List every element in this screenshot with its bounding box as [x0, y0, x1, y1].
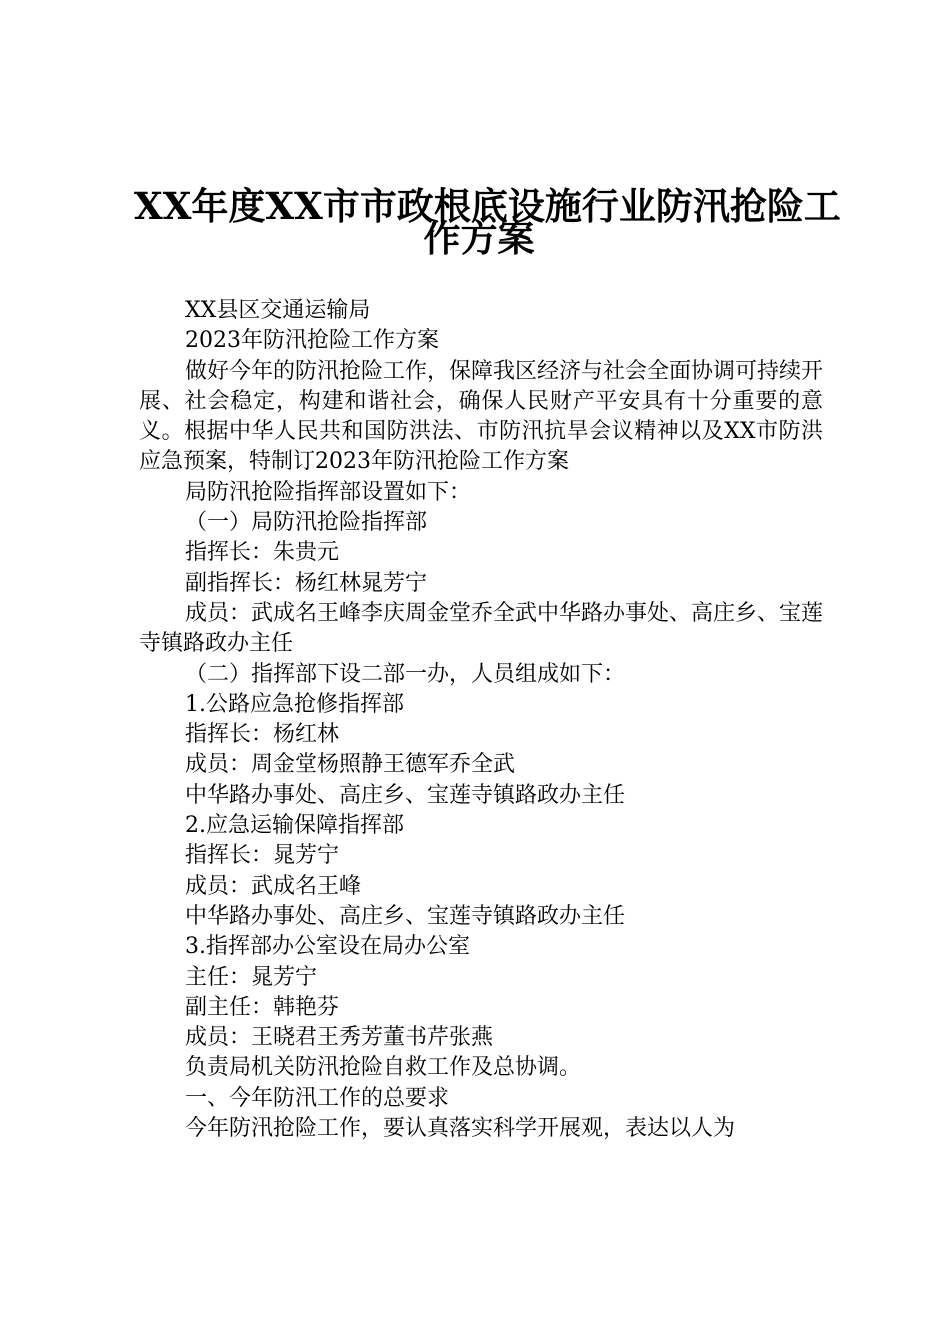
- paragraph-heading-requirements: 一、今年防汛工作的总要求: [185, 1085, 450, 1111]
- title-bold-xx-1: XX: [134, 184, 192, 228]
- paragraph-intro: 做好今年的防汛抢险工作，保障我区经济与社会全面协调可持续开展、社会稳定，构建和谐社会，确保人民财产平安具有十分重要的意义。根据中华人民共和国防洪法、市防汛抗旱会议精神以及XX市防洪应急预案，特制订2023年防汛抢险工作方案: [139, 358, 824, 475]
- paragraph-office-deputy: 副主任：韩艳芬: [185, 994, 340, 1020]
- paragraph-hq-setup: 局防汛抢险指挥部设置如下：: [185, 479, 472, 505]
- paragraph-office: 3.指挥部办公室设在局办公室: [185, 934, 470, 960]
- paragraph-transport-offices: 中华路办事处、高庄乡、宝莲寺镇路政办主任: [185, 903, 626, 929]
- paragraph-office-duty: 负责局机关防汛抢险自救工作及总协调。: [185, 1055, 582, 1081]
- paragraph-office-director: 主任：晁芳宁: [185, 964, 318, 990]
- paragraph-plan-name: 2023年防汛抢险工作方案: [185, 328, 439, 354]
- paragraph-members: 成员：武成名王峰李庆周金堂乔全武中华路办事处、高庄乡、宝莲寺镇路政办主任: [139, 600, 824, 657]
- title-text-main: 市市政根底设施行业防汛抢险工: [322, 184, 841, 228]
- paragraph-section-1: （一）局防汛抢险指挥部: [185, 510, 428, 536]
- paragraph-transport-hq: 2.应急运输保障指挥部: [185, 813, 404, 839]
- paragraph-transport-members: 成员：武成名王峰: [185, 873, 362, 899]
- title-text-year: 年度: [191, 184, 266, 228]
- paragraph-office-members: 成员：王晓君王秀芳董书芹张燕: [185, 1025, 494, 1051]
- paragraph-requirements-text: 今年防汛抢险工作，要认真落实科学开展观，表达以人为: [185, 1116, 736, 1142]
- paragraph-road-repair-hq: 1.公路应急抢修指挥部: [185, 691, 404, 717]
- title-bold-xx-2: XX: [265, 184, 323, 228]
- paragraph-road-commander: 指挥长：杨红林: [185, 722, 340, 748]
- paragraph-transport-commander: 指挥长：晁芳宁: [185, 843, 340, 869]
- paragraph-commander: 指挥长：朱贵元: [185, 540, 340, 566]
- paragraph-section-2: （二）指挥部下设二部一办，人员组成如下：: [185, 661, 626, 687]
- paragraph-road-members: 成员：周金堂杨照静王德军乔全武: [185, 752, 516, 778]
- paragraph-department: XX县区交通运输局: [185, 298, 371, 323]
- paragraph-deputy-commander: 副指挥长：杨红林晁芳宁: [185, 570, 428, 596]
- document-title-line-2: 作方案: [423, 216, 535, 260]
- paragraph-road-offices: 中华路办事处、高庄乡、宝莲寺镇路政办主任: [185, 782, 626, 808]
- document-body: [139, 296, 823, 1144]
